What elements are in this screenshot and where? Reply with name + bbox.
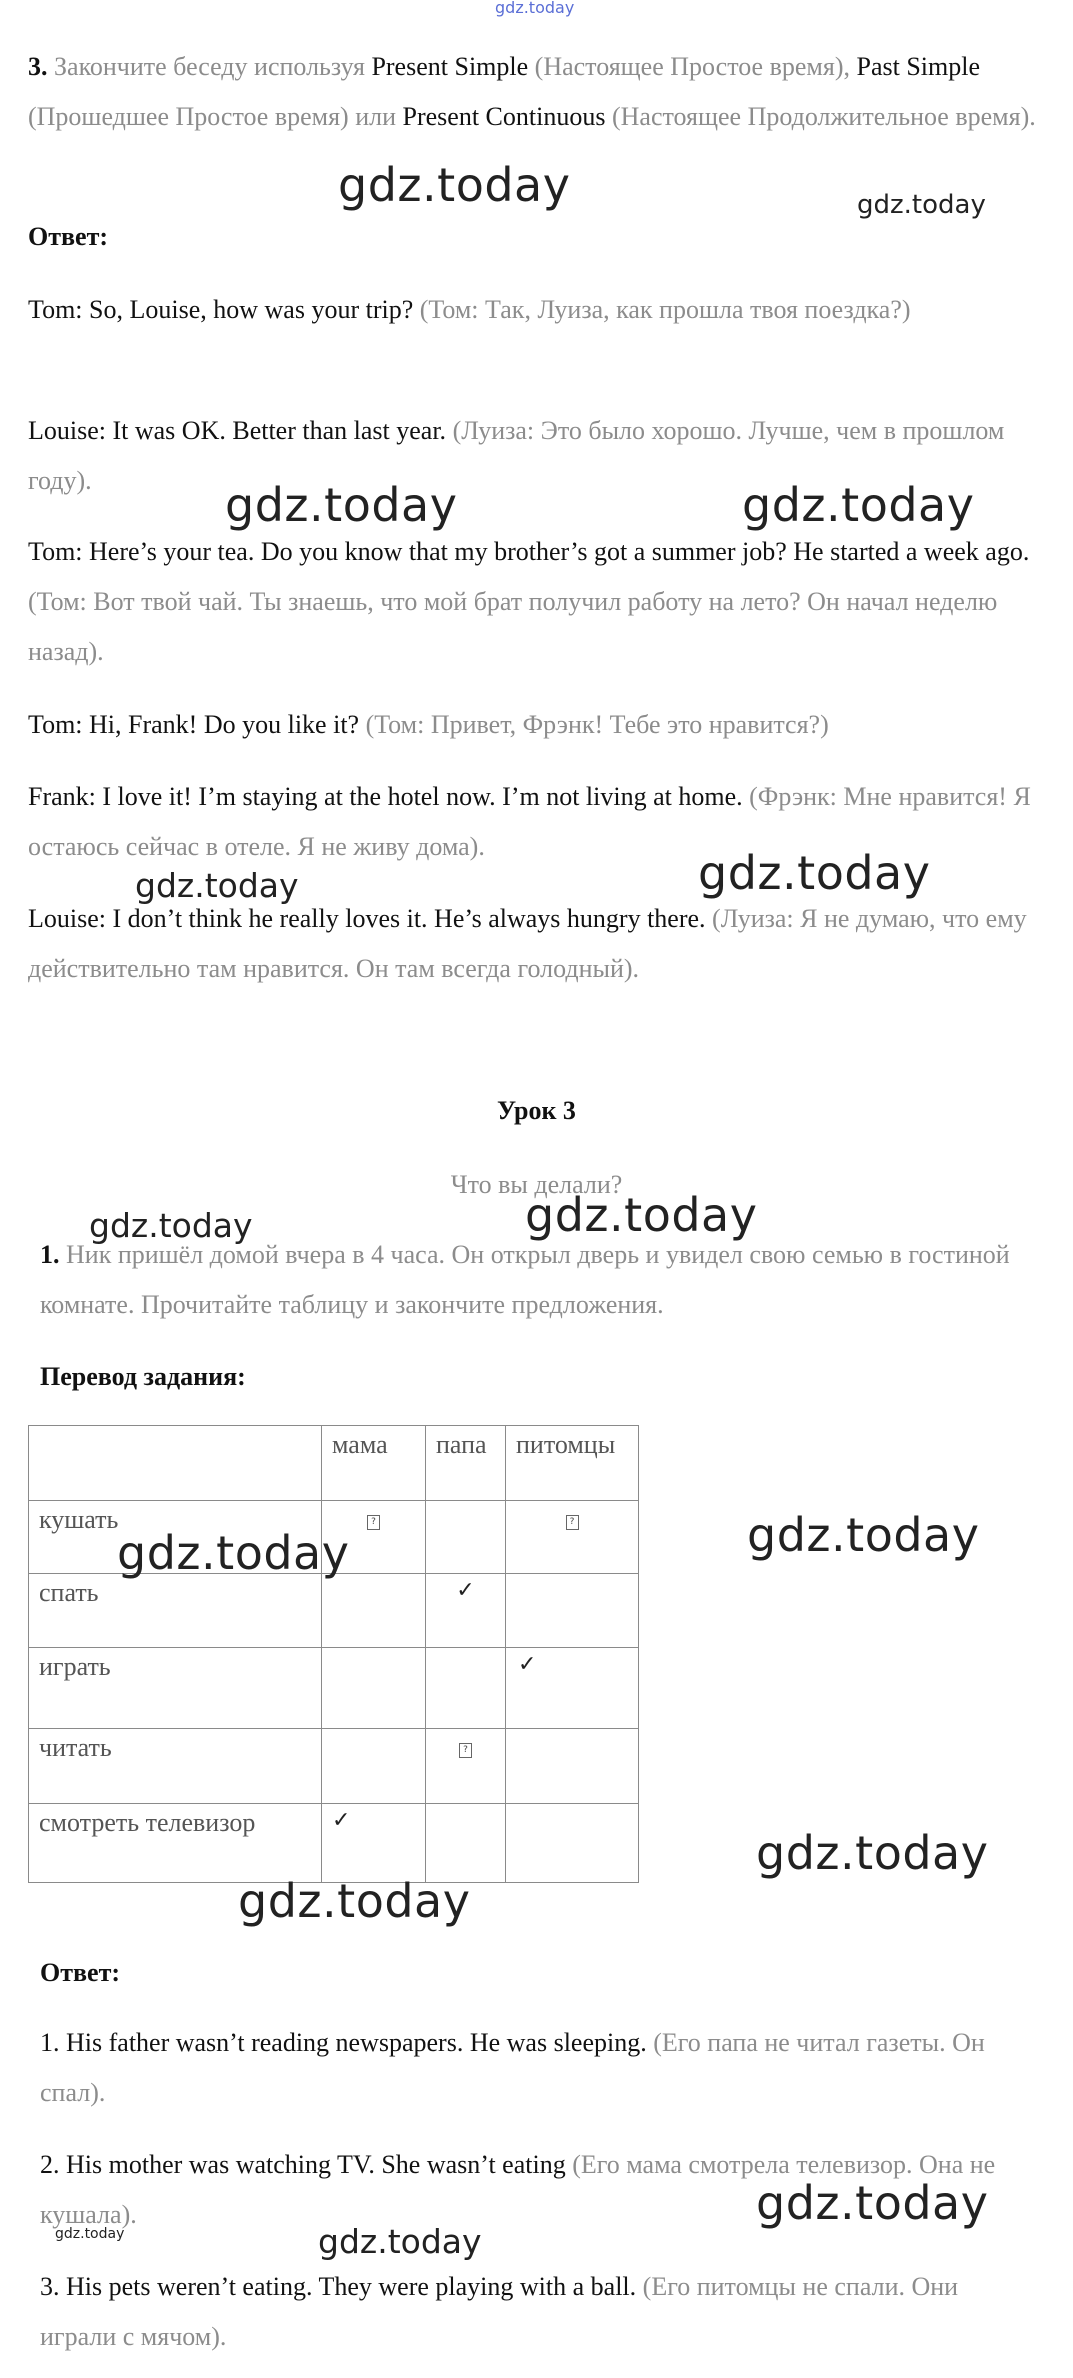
- dialogue-en: Tom: Hi, Frank! Do you like it?: [28, 710, 360, 739]
- mark-cell: [426, 1574, 506, 1648]
- tense-present-continuous: Present Continuous: [402, 102, 606, 131]
- watermark: gdz.today: [238, 1874, 471, 1928]
- watermark: gdz.today: [698, 846, 931, 900]
- dialogue-line: [28, 527, 1038, 677]
- checkmark-icon: ✓: [518, 1652, 537, 1677]
- tense-present-simple-ru: (Настоящее Простое время),: [534, 52, 850, 81]
- watermark: gdz.today: [747, 1508, 980, 1562]
- table-row: [29, 1729, 639, 1804]
- answer-en: 1. His father wasn’t reading newspapers. He was sleeping.: [40, 2028, 647, 2057]
- dialogue-ru: (Луиза: Это было хорошо. Лучше, чем в прошлом году).: [28, 416, 1005, 495]
- watermark: gdz.today: [742, 478, 975, 532]
- dialogue-ru: (Луиза: Я не думаю, что ему действительно там нравится. Он там всегда голодный).: [28, 904, 1027, 983]
- dialogue-line: [28, 700, 1038, 750]
- mark-cell: [426, 1501, 506, 1574]
- mark-cell: [322, 1648, 426, 1729]
- answer-en: 2. His mother was watching TV. She wasn’t eating: [40, 2150, 566, 2179]
- tense-past-simple-ru: (Прошедшее Простое время) или: [28, 102, 397, 131]
- dialogue-en: Frank: I love it! I’m staying at the hotel now. I’m not living at home.: [28, 782, 743, 811]
- mark-cell: [426, 1804, 506, 1883]
- unknown-glyph-icon: ?: [367, 1515, 380, 1530]
- mark-cell: [506, 1804, 639, 1883]
- mark-cell: [506, 1574, 639, 1648]
- answer-ru: (Его папа не читал газеты. Он спал).: [40, 2028, 985, 2107]
- watermark: gdz.today: [225, 478, 458, 532]
- row-label: спать: [29, 1574, 322, 1648]
- watermark: gdz.today: [89, 1206, 253, 1245]
- task3-answer-label: Ответ:: [28, 222, 109, 251]
- activity-table: [28, 1425, 639, 1883]
- dialogue-ru: (Том: Привет, Фрэнк! Тебе это нравится?): [365, 710, 829, 739]
- lesson-title: Урок 3: [497, 1096, 576, 1125]
- table-row: [29, 1648, 639, 1729]
- task1-text: [40, 1230, 1040, 1330]
- table-row: [29, 1804, 639, 1883]
- dialogue-en: Tom: Here’s your tea. Do you know that my brother’s got a summer job? He started a week ago.: [28, 537, 1030, 566]
- translation-label: Перевод задания:: [40, 1362, 246, 1391]
- dialogue-ru: (Том: Так, Луиза, как прошла твоя поездка?): [419, 295, 911, 324]
- watermark-top: gdz.today: [495, 0, 575, 17]
- answers-label: Ответ:: [40, 1958, 121, 1987]
- dialogue-en: Tom: So, Louise, how was your trip?: [28, 295, 414, 324]
- dialogue-line: [28, 894, 1038, 994]
- mark-cell: [322, 1729, 426, 1804]
- watermark: gdz.today: [318, 2222, 482, 2261]
- tense-present-continuous-ru: (Настоящее Продолжительное время).: [611, 102, 1036, 131]
- watermark: gdz.today: [756, 1826, 989, 1880]
- dialogue-en: Louise: It was OK. Better than last year.: [28, 416, 447, 445]
- tense-past-simple: Past Simple: [856, 52, 980, 81]
- answer-ru: (Его питомцы не спали. Они играли с мячом).: [40, 2272, 959, 2351]
- lesson-subtitle: Что вы делали?: [450, 1170, 623, 1199]
- answer-en: 3. His pets weren’t eating. They were playing with a ball.: [40, 2272, 637, 2301]
- mark-cell: [506, 1501, 639, 1574]
- dialogue-ru: (Том: Вот твой чай. Ты знаешь, что мой брат получил работу на лето? Он начал неделю назад).: [28, 587, 998, 666]
- task1-number: 1.: [40, 1240, 60, 1269]
- answer-ru: (Его мама смотрела телевизор. Она не кушала).: [40, 2150, 996, 2229]
- mark-cell: [426, 1729, 506, 1804]
- dialogue-ru: (Фрэнк: Мне нравится! Я остаюсь сейчас в отеле. Я не живу дома).: [28, 782, 1031, 861]
- mark-cell: [322, 1574, 426, 1648]
- mark-cell: [506, 1729, 639, 1804]
- watermark: gdz.today: [857, 190, 986, 220]
- task3-intro: [28, 42, 1038, 142]
- answer-item: [40, 2018, 1040, 2118]
- mark-cell: [426, 1648, 506, 1729]
- table-header-cell: папа: [426, 1426, 506, 1501]
- dialogue-line: [28, 285, 1038, 335]
- row-label: читать: [29, 1729, 322, 1804]
- dialogue-en: Louise: I don’t think he really loves it. He’s always hungry there.: [28, 904, 706, 933]
- checkmark-icon: ✓: [332, 1808, 351, 1833]
- unknown-glyph-icon: ?: [566, 1515, 579, 1530]
- watermark: gdz.today: [117, 1526, 350, 1580]
- table-header-cell: [29, 1426, 322, 1501]
- watermark: gdz.today: [135, 866, 299, 905]
- mark-cell: [322, 1804, 426, 1883]
- table-header-cell: питомцы: [506, 1426, 639, 1501]
- row-label: кушать: [29, 1501, 322, 1574]
- row-label: смотреть телевизор: [29, 1804, 322, 1883]
- watermark: gdz.today: [756, 2176, 989, 2230]
- task3-intro-ru: Закончите беседу используя: [54, 52, 365, 81]
- task3-number: 3.: [28, 52, 48, 81]
- watermark: gdz.today: [338, 158, 571, 212]
- table-header-cell: мама: [322, 1426, 426, 1501]
- row-label: играть: [29, 1648, 322, 1729]
- table-row: [29, 1574, 639, 1648]
- tense-present-simple: Present Simple: [371, 52, 529, 81]
- table-header-row: [29, 1426, 639, 1501]
- mark-cell: [506, 1648, 639, 1729]
- watermark-tiny: gdz.today: [55, 2226, 125, 2242]
- answer-item: [40, 2262, 1040, 2362]
- task1-description: Ник пришёл домой вчера в 4 часа. Он открыл дверь и увидел свою семью в гостиной комнате. Прочитайте таблицу и закончите предложения.: [40, 1240, 1010, 1319]
- checkmark-icon: ✓: [456, 1578, 475, 1603]
- unknown-glyph-icon: ?: [459, 1743, 472, 1758]
- watermark: gdz.today: [525, 1188, 758, 1242]
